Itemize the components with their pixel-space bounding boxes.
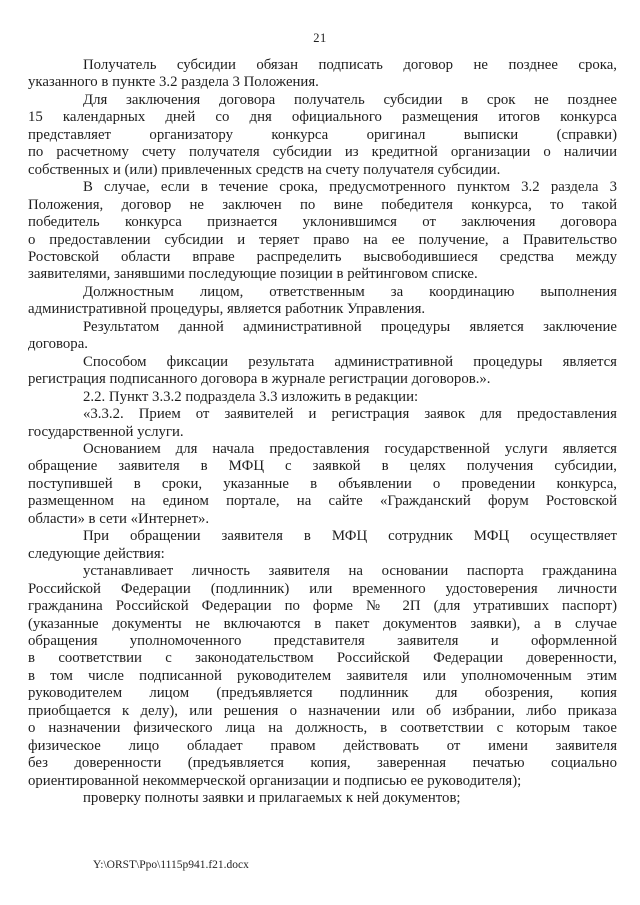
text-line: области» в сети «Интернет». — [28, 510, 210, 527]
text-line: ориентированной некоммерческой организации и подписью ее руководителя); — [28, 772, 522, 789]
paragraph — [28, 57, 617, 92]
text-line: руководителем лицом (предъявляется подлинник для обозрения, копия — [28, 685, 617, 702]
text-line: Российской Федерации (подлинник) или временного удостоверения личности — [28, 580, 617, 597]
text-line: Результатом данной административной процедуры является заключение — [83, 318, 617, 335]
text-line: «3.3.2. Прием от заявителей и регистрация заявок для предоставления — [83, 406, 617, 423]
text-line: регистрация подписанного договора в журнале регистрации договоров.». — [28, 371, 491, 388]
text-line: Должностным лицом, ответственным за координацию выполнения — [83, 283, 617, 300]
text-line: в том числе подписанной руководителем заявителя или уполномоченным этим — [28, 667, 617, 684]
paragraph — [28, 406, 617, 441]
text-line: поступившей в сроки, указанные в объявлении о проведении конкурса, — [28, 475, 617, 492]
text-line: договора. — [28, 336, 88, 353]
paragraph — [28, 284, 617, 319]
text-line: Положения, договор не заключен по вине победителя конкурса, то такой — [28, 196, 617, 213]
text-line: указанного в пункте 3.2 раздела 3 Положения. — [28, 74, 319, 91]
paragraph — [28, 319, 617, 354]
text-line: 15 календарных дней со дня официального размещения итогов конкурса — [28, 109, 617, 126]
text-line: физическое лицо обладает правом действовать от имени заявителя — [28, 737, 617, 754]
text-line: административной процедуры, является работник Управления. — [28, 301, 426, 318]
text-line: гражданина Российской Федерации по форме № 2П (для утративших паспорт) — [28, 598, 617, 615]
text-line: заявителями, занявшими последующие позиции в рейтинговом списке. — [28, 266, 478, 283]
text-line: (указанные документы не включаются в пакет документов заявки), а в случае — [28, 615, 617, 632]
paragraph — [28, 563, 617, 790]
page-number: 21 — [313, 31, 327, 45]
text-line: устанавливает личность заявителя на основании паспорта гражданина — [83, 563, 617, 580]
text-line: Способом фиксации результата административной процедуры является — [83, 353, 617, 370]
text-line: Получатель субсидии обязан подписать договор не позднее срока, — [83, 57, 617, 73]
text-line: следующие действия: — [28, 545, 165, 562]
text-line: по расчетному счету получателя субсидии из кредитной организации о наличии — [28, 144, 617, 161]
text-line: Ростовской области вправе распределить высвободившиеся средства между — [28, 248, 617, 265]
paragraph — [28, 441, 617, 528]
text-line: в соответствии с законодательством Российской Федерации доверенности, — [28, 650, 617, 667]
paragraph — [28, 92, 617, 179]
text-line: собственных и (или) привлеченных средств на счету получателя субсидии. — [28, 161, 501, 178]
paragraph — [28, 389, 617, 406]
text-line: о предоставлении субсидии и теряет право на ее получение, а Правительство — [28, 231, 617, 248]
text-line: В случае, если в течение срока, предусмотренного пунктом 3.2 раздела 3 — [83, 179, 617, 196]
text-line: размещенном на едином портале, на сайте «Гражданский форум Ростовской — [28, 493, 617, 510]
paragraph — [28, 179, 617, 284]
document-body — [28, 57, 617, 807]
text-line: представляет организатору конкурса оригинал выписки (справки) — [28, 126, 617, 143]
text-line: 2.2. Пункт 3.3.2 подраздела 3.3 изложить в редакции: — [83, 388, 419, 405]
text-line: о назначении физического лица на должность, в соответствии с которым такое — [28, 720, 617, 737]
paragraph — [28, 790, 617, 807]
text-line: обращение заявителя в МФЦ с заявкой в целях получения субсидии, — [28, 458, 617, 475]
text-line: Для заключения договора получатель субсидии в срок не позднее — [83, 91, 617, 108]
paragraph — [28, 528, 617, 563]
text-line: без доверенности (предъявляется копия, заверенная печатью социально — [28, 755, 617, 772]
text-line: победитель конкурса признается уклонившимся от заключения договора — [28, 214, 617, 231]
footer-file-path: Y:\ORST\Ppo\1115p941.f21.docx — [93, 859, 249, 871]
text-line: При обращении заявителя в МФЦ сотрудник МФЦ осуществляет — [83, 528, 617, 545]
paragraph — [28, 354, 617, 389]
text-line: проверку полноты заявки и прилагаемых к ней документов; — [83, 790, 461, 807]
text-line: государственной услуги. — [28, 423, 184, 440]
text-line: обращения уполномоченного представителя заявителя и оформленной — [28, 632, 617, 649]
text-line: приобщается к делу), или решения о назначении или об избрании, либо приказа — [28, 702, 617, 719]
text-line: Основанием для начала предоставления государственной услуги является — [83, 440, 617, 457]
